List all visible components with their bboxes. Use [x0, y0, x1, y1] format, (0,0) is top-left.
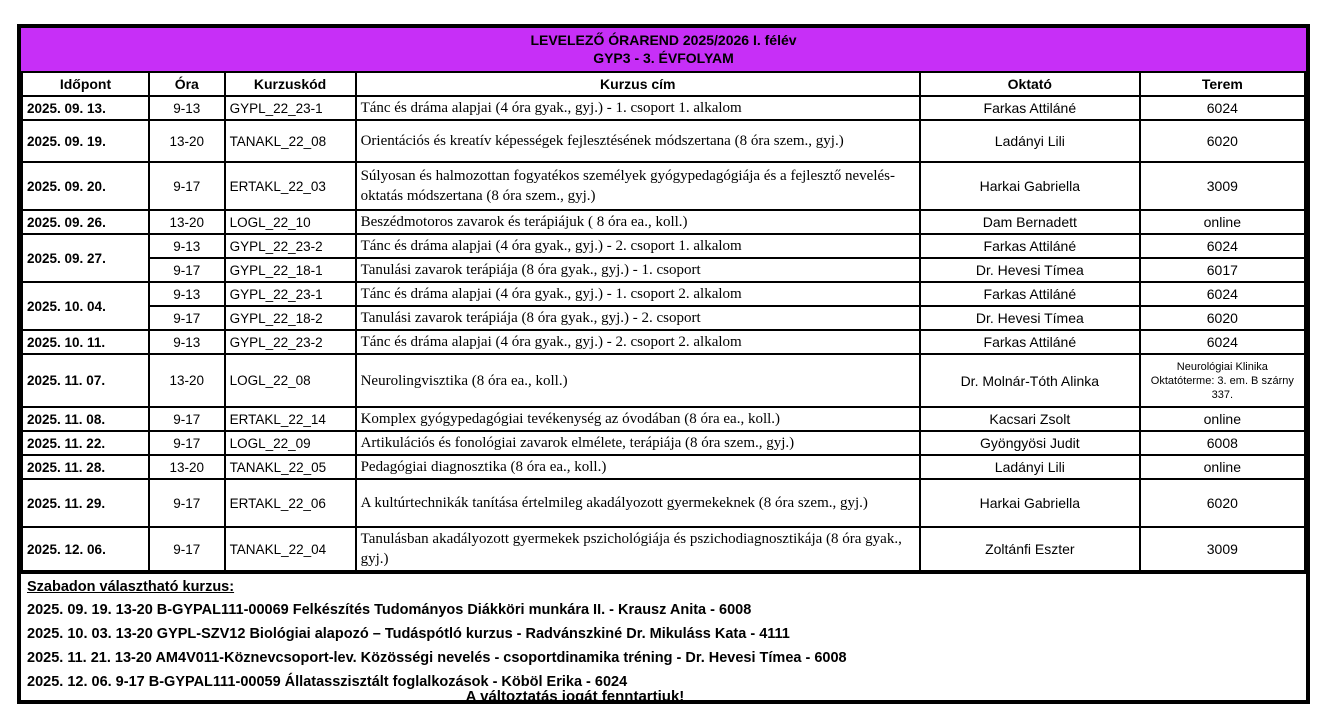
course-title-cell: Neurolingvisztika (8 óra ea., koll.)	[356, 354, 920, 407]
course-code-cell: ERTAKL_22_14	[225, 407, 356, 431]
room-cell: 3009	[1140, 527, 1305, 571]
course-code-cell: GYPL_22_18-1	[225, 258, 356, 282]
table-row	[22, 330, 1305, 354]
course-code-cell: LOGL_22_10	[225, 210, 356, 234]
table-row	[22, 306, 1305, 330]
date-cell: 2025. 10. 04.	[22, 282, 149, 330]
room-cell: 6024	[1140, 282, 1305, 306]
room-line: Oktatóterme: 3. em. B szárny	[1150, 374, 1294, 387]
teacher-cell: Ladányi Lili	[920, 455, 1140, 479]
course-title-cell: Pedagógiai diagnosztika (8 óra ea., koll.)	[356, 455, 920, 479]
course-title-cell: Komplex gyógypedagógiai tevékenység az óvodában (8 óra ea., koll.)	[356, 407, 920, 431]
col-header-idopont: Időpont	[22, 72, 149, 96]
room-cell: 3009	[1140, 162, 1305, 210]
room-cell: 6024	[1140, 330, 1305, 354]
free-course-item: 2025. 12. 06. 9-17 B-GYPAL111-00059 Állatasszisztált foglalkozások - Köböl Erika - 6024	[27, 674, 628, 690]
teacher-cell: Dr. Hevesi Tímea	[920, 306, 1140, 330]
date-cell: 2025. 10. 11.	[22, 330, 149, 354]
teacher-cell: Dam Bernadett	[920, 210, 1140, 234]
room-cell	[1140, 354, 1305, 407]
room-cell: 6020	[1140, 306, 1305, 330]
table-row	[22, 354, 1305, 407]
course-code-cell: GYPL_22_23-2	[225, 234, 356, 258]
room-line: Neurológiai Klinika	[1176, 360, 1268, 373]
time-cell: 13-20	[149, 120, 225, 162]
time-cell: 9-17	[149, 407, 225, 431]
course-code-cell: ERTAKL_22_03	[225, 162, 356, 210]
time-cell: 9-17	[149, 258, 225, 282]
course-code-cell: GYPL_22_18-2	[225, 306, 356, 330]
table-row	[22, 431, 1305, 455]
course-title-cell: Súlyosan és halmozottan fogyatékos személyek gyógypedagógiája és a fejlesztő nevelés-oktatás módszertana (8 óra szem., gyj.)	[356, 162, 920, 210]
date-cell: 2025. 11. 29.	[22, 479, 149, 527]
course-title-cell: Tanulási zavarok terápiája (8 óra gyak., gyj.) - 2. csoport	[356, 306, 920, 330]
room-cell: online	[1140, 455, 1305, 479]
timetable-board	[17, 24, 1310, 704]
teacher-cell: Harkai Gabriella	[920, 479, 1140, 527]
course-title-cell: Artikulációs és fonológiai zavarok elmélete, terápiája (8 óra szem., gyj.)	[356, 431, 920, 455]
course-code-cell: LOGL_22_08	[225, 354, 356, 407]
teacher-cell: Dr. Hevesi Tímea	[920, 258, 1140, 282]
date-cell: 2025. 09. 19.	[22, 120, 149, 162]
room-cell: online	[1140, 407, 1305, 431]
room-cell: 6008	[1140, 431, 1305, 455]
table-row	[22, 96, 1305, 120]
teacher-cell: Gyöngyösi Judit	[920, 431, 1140, 455]
room-cell: 6017	[1140, 258, 1305, 282]
room-line: 337.	[1211, 388, 1234, 401]
title-band	[21, 28, 1306, 71]
free-courses-heading: Szabadon választható kurzus:	[27, 579, 235, 595]
course-title-cell: Tanulásban akadályozott gyermekek pszichológiája és pszichodiagnosztikája (8 óra gyak., gyj.)	[356, 527, 920, 571]
course-title-cell: Tánc és dráma alapjai (4 óra gyak., gyj.) - 2. csoport 2. alkalom	[356, 330, 920, 354]
col-header-oktato: Oktató	[920, 72, 1140, 96]
date-cell: 2025. 11. 08.	[22, 407, 149, 431]
free-courses-section	[21, 572, 1306, 700]
teacher-cell: Dr. Molnár-Tóth Alinka	[920, 354, 1140, 407]
time-cell: 9-17	[149, 527, 225, 571]
course-code-cell: TANAKL_22_05	[225, 455, 356, 479]
room-cell: 6020	[1140, 120, 1305, 162]
teacher-cell: Kacsari Zsolt	[920, 407, 1140, 431]
time-cell: 9-13	[149, 234, 225, 258]
date-cell: 2025. 12. 06.	[22, 527, 149, 571]
time-cell: 9-17	[149, 162, 225, 210]
date-cell: 2025. 09. 20.	[22, 162, 149, 210]
course-code-cell: TANAKL_22_04	[225, 527, 356, 571]
course-title-cell: A kultúrtechnikák tanítása értelmileg akadályozott gyermekeknek (8 óra szem., gyj.)	[356, 479, 920, 527]
free-course-item: 2025. 09. 19. 13-20 B-GYPAL111-00069 Felkészítés Tudományos Diákköri munkára II. - Krausz Anita - 6008	[27, 602, 752, 618]
teacher-cell: Ladányi Lili	[920, 120, 1140, 162]
teacher-cell: Harkai Gabriella	[920, 162, 1140, 210]
col-header-ora: Óra	[149, 72, 225, 96]
date-cell: 2025. 09. 26.	[22, 210, 149, 234]
time-cell: 9-13	[149, 330, 225, 354]
time-cell: 13-20	[149, 455, 225, 479]
date-cell: 2025. 09. 27.	[22, 234, 149, 282]
timetable-subtitle: GYP3 - 3. ÉVFOLYAM	[593, 50, 734, 66]
course-code-cell: ERTAKL_22_06	[225, 479, 356, 527]
column-header-row	[22, 72, 1305, 96]
col-header-kurzus-cim: Kurzus cím	[356, 72, 920, 96]
footer-note: A változtatás jogát fenntartjuk!	[465, 688, 685, 705]
teacher-cell: Zoltánfi Eszter	[920, 527, 1140, 571]
table-row	[22, 162, 1305, 210]
table-row	[22, 407, 1305, 431]
course-title-cell: Tanulási zavarok terápiája (8 óra gyak., gyj.) - 1. csoport	[356, 258, 920, 282]
teacher-cell: Farkas Attiláné	[920, 330, 1140, 354]
schedule-table	[21, 71, 1306, 572]
date-cell: 2025. 09. 13.	[22, 96, 149, 120]
course-title-cell: Tánc és dráma alapjai (4 óra gyak., gyj.) - 2. csoport 1. alkalom	[356, 234, 920, 258]
course-code-cell: GYPL_22_23-2	[225, 330, 356, 354]
table-row	[22, 258, 1305, 282]
time-cell: 9-13	[149, 282, 225, 306]
time-cell: 9-17	[149, 479, 225, 527]
date-cell: 2025. 11. 28.	[22, 455, 149, 479]
course-code-cell: TANAKL_22_08	[225, 120, 356, 162]
time-cell: 9-13	[149, 96, 225, 120]
table-row	[22, 527, 1305, 571]
timetable-title: LEVELEZŐ ÓRAREND 2025/2026 I. félév	[530, 32, 797, 48]
free-course-item: 2025. 10. 03. 13-20 GYPL-SZV12 Biológiai alapozó – Tudáspótló kurzus - Radvánszkiné Dr. Mikuláss Kata - 4111	[27, 626, 790, 642]
course-code-cell: LOGL_22_09	[225, 431, 356, 455]
col-header-kurzuskod: Kurzuskód	[225, 72, 356, 96]
room-cell: 6024	[1140, 96, 1305, 120]
table-row	[22, 479, 1305, 527]
room-cell: online	[1140, 210, 1305, 234]
teacher-cell: Farkas Attiláné	[920, 234, 1140, 258]
time-cell: 9-17	[149, 431, 225, 455]
course-code-cell: GYPL_22_23-1	[225, 282, 356, 306]
course-title-cell: Orientációs és kreatív képességek fejlesztésének módszertana (8 óra szem., gyj.)	[356, 120, 920, 162]
course-title-cell: Beszédmotoros zavarok és terápiájuk ( 8 óra ea., koll.)	[356, 210, 920, 234]
room-cell: 6020	[1140, 479, 1305, 527]
time-cell: 13-20	[149, 210, 225, 234]
date-cell: 2025. 11. 07.	[22, 354, 149, 407]
room-cell: 6024	[1140, 234, 1305, 258]
course-title-cell: Tánc és dráma alapjai (4 óra gyak., gyj.) - 1. csoport 1. alkalom	[356, 96, 920, 120]
time-cell: 9-17	[149, 306, 225, 330]
free-course-item: 2025. 11. 21. 13-20 AM4V011-Köznevcsoport-lev. Közösségi nevelés - csoportdinamika tréning - Dr. Hevesi Tímea - 6008	[27, 650, 847, 666]
course-code-cell: GYPL_22_23-1	[225, 96, 356, 120]
time-cell: 13-20	[149, 354, 225, 407]
table-row	[22, 234, 1305, 258]
date-cell: 2025. 11. 22.	[22, 431, 149, 455]
table-row	[22, 120, 1305, 162]
course-title-cell: Tánc és dráma alapjai (4 óra gyak., gyj.) - 1. csoport 2. alkalom	[356, 282, 920, 306]
col-header-terem: Terem	[1140, 72, 1305, 96]
teacher-cell: Farkas Attiláné	[920, 96, 1140, 120]
teacher-cell: Farkas Attiláné	[920, 282, 1140, 306]
table-row	[22, 282, 1305, 306]
table-row	[22, 210, 1305, 234]
table-row	[22, 455, 1305, 479]
